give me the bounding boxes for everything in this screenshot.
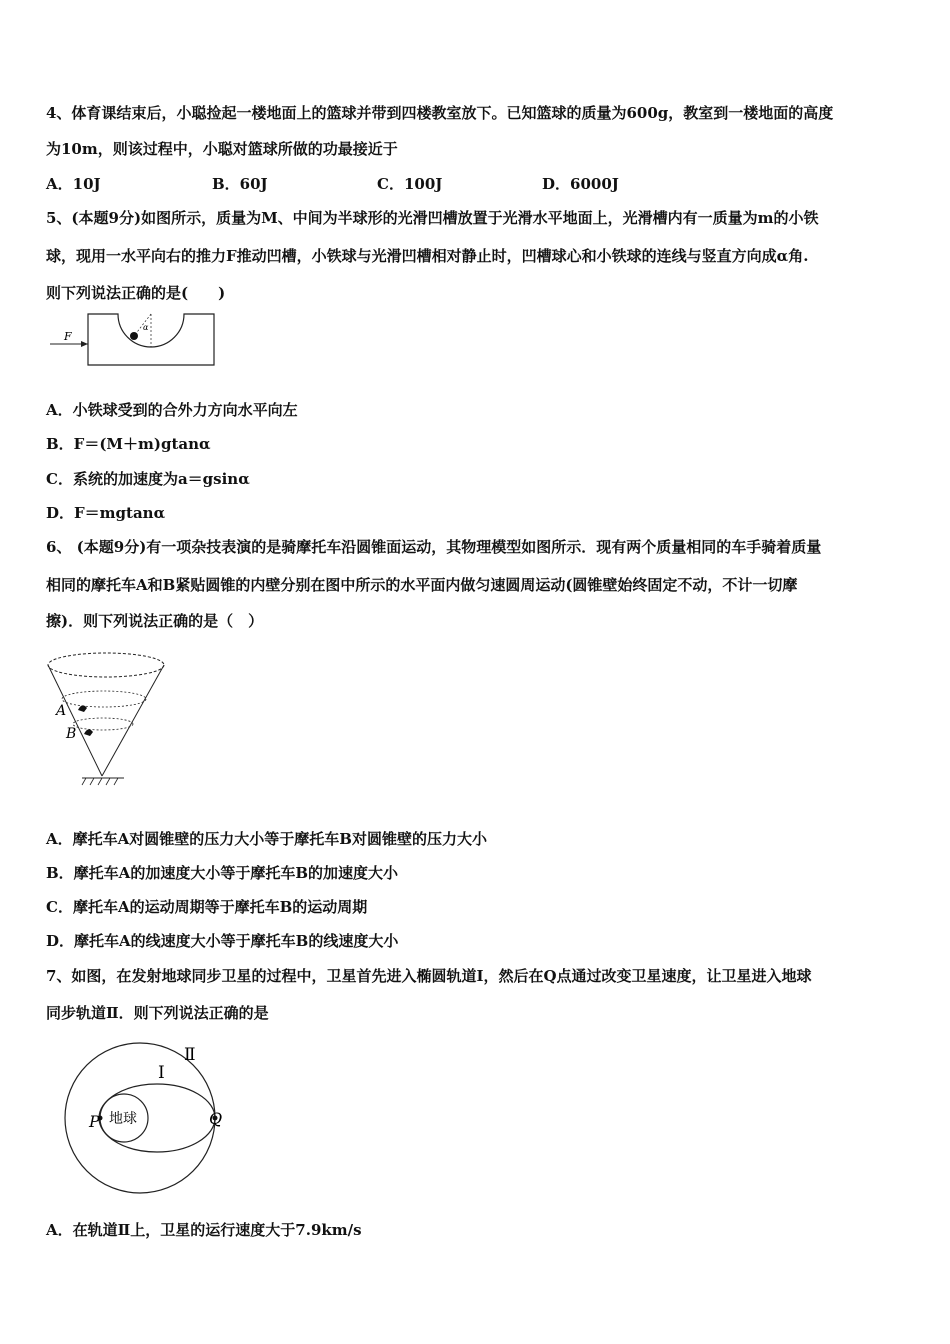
q6-option-a: A．摩托车A对圆锥壁的压力大小等于摩托车B对圆锥壁的压力大小 — [46, 830, 487, 848]
q7-stem-line-2: 同步轨道Ⅱ．则下列说法正确的是 — [46, 1004, 269, 1022]
q6-stem-line-1: 6、 (本题9分)有一项杂技表演的是骑摩托车沿圆锥面运动，其物理模型如图所示．现有两个质量相同的车手骑着质量 — [46, 538, 822, 556]
q5-angle-label: α — [143, 323, 149, 332]
q4-stem-line-2: 为10m，则该过程中，小聪对篮球所做的功最接近于 — [46, 140, 398, 158]
q7-stem-line-1: 7、如图，在发射地球同步卫星的过程中，卫星首先进入椭圆轨道Ⅰ，然后在Q点通过改变卫星速度，让卫星进入地球 — [46, 967, 812, 985]
q5-option-a: A．小铁球受到的合外力方向水平向左 — [46, 401, 298, 419]
q5-iron-ball — [130, 332, 138, 340]
q5-stem-line-1: 5、(本题9分)如图所示，质量为M、中间为半球形的光滑凹槽放置于光滑水平地面上，光滑槽内有一质量为m的小铁 — [46, 209, 819, 227]
q5-groove-figure — [44, 310, 224, 372]
q6-option-b: B．摩托车A的加速度大小等于摩托车B的加速度大小 — [46, 864, 398, 882]
q6-motorcycle-a — [78, 705, 87, 712]
q6-cone-figure — [44, 644, 169, 794]
q7-earth-label: 地球 — [109, 1111, 137, 1127]
q7-point-p: P — [89, 1112, 100, 1131]
q4-stem-line-1: 4、体育课结束后，小聪捡起一楼地面上的篮球并带到四楼教室放下。已知篮球的质量为600g，教室到一楼地面的高度 — [46, 104, 834, 122]
q5-stem-line-2: 球，现用一水平向右的推力F推动凹槽，小铁球与光滑凹槽相对静止时，凹槽球心和小铁球的连线与竖直方向成α角. — [46, 247, 809, 265]
q7-orbit-figure — [56, 1038, 241, 1198]
q4-option-d: D．6000J — [542, 175, 619, 193]
q4-option-a: A．10J — [46, 175, 101, 193]
q6-option-d: D．摩托车A的线速度大小等于摩托车B的线速度大小 — [46, 932, 399, 950]
q6-label-a: A — [56, 703, 67, 719]
q5-force-label: F — [64, 330, 72, 343]
q7-orbit-1-label: Ⅰ — [158, 1063, 165, 1083]
q5-option-d: D．F＝mgtanα — [46, 504, 166, 522]
q5-option-b: B．F＝(M＋m)gtanα — [46, 435, 211, 453]
q4-option-c: C．100J — [377, 175, 443, 193]
q6-motorcycle-b — [84, 729, 93, 736]
q6-option-c: C．摩托车A的运动周期等于摩托车B的运动周期 — [46, 898, 368, 916]
q5-stem-line-3: 则下列说法正确的是( ) — [46, 284, 226, 302]
q6-label-b: B — [66, 726, 77, 742]
q7-orbit-2 — [65, 1043, 215, 1193]
q7-option-a: A．在轨道Ⅱ上，卫星的运行速度大于7.9km/s — [46, 1221, 362, 1239]
q6-stem-line-2: 相同的摩托车A和B紧贴圆锥的内壁分别在图中所示的水平面内做匀速圆周运动(圆锥壁始终固定不动，不计一切摩 — [46, 576, 798, 594]
q5-option-c: C．系统的加速度为a＝gsinα — [46, 470, 250, 488]
q4-option-b: B．60J — [212, 175, 268, 193]
q7-orbit-2-label: Ⅱ — [184, 1045, 196, 1065]
q7-point-q: Q — [209, 1109, 223, 1128]
q6-stem-line-3: 擦)．则下列说法正确的是（ ） — [46, 612, 264, 630]
